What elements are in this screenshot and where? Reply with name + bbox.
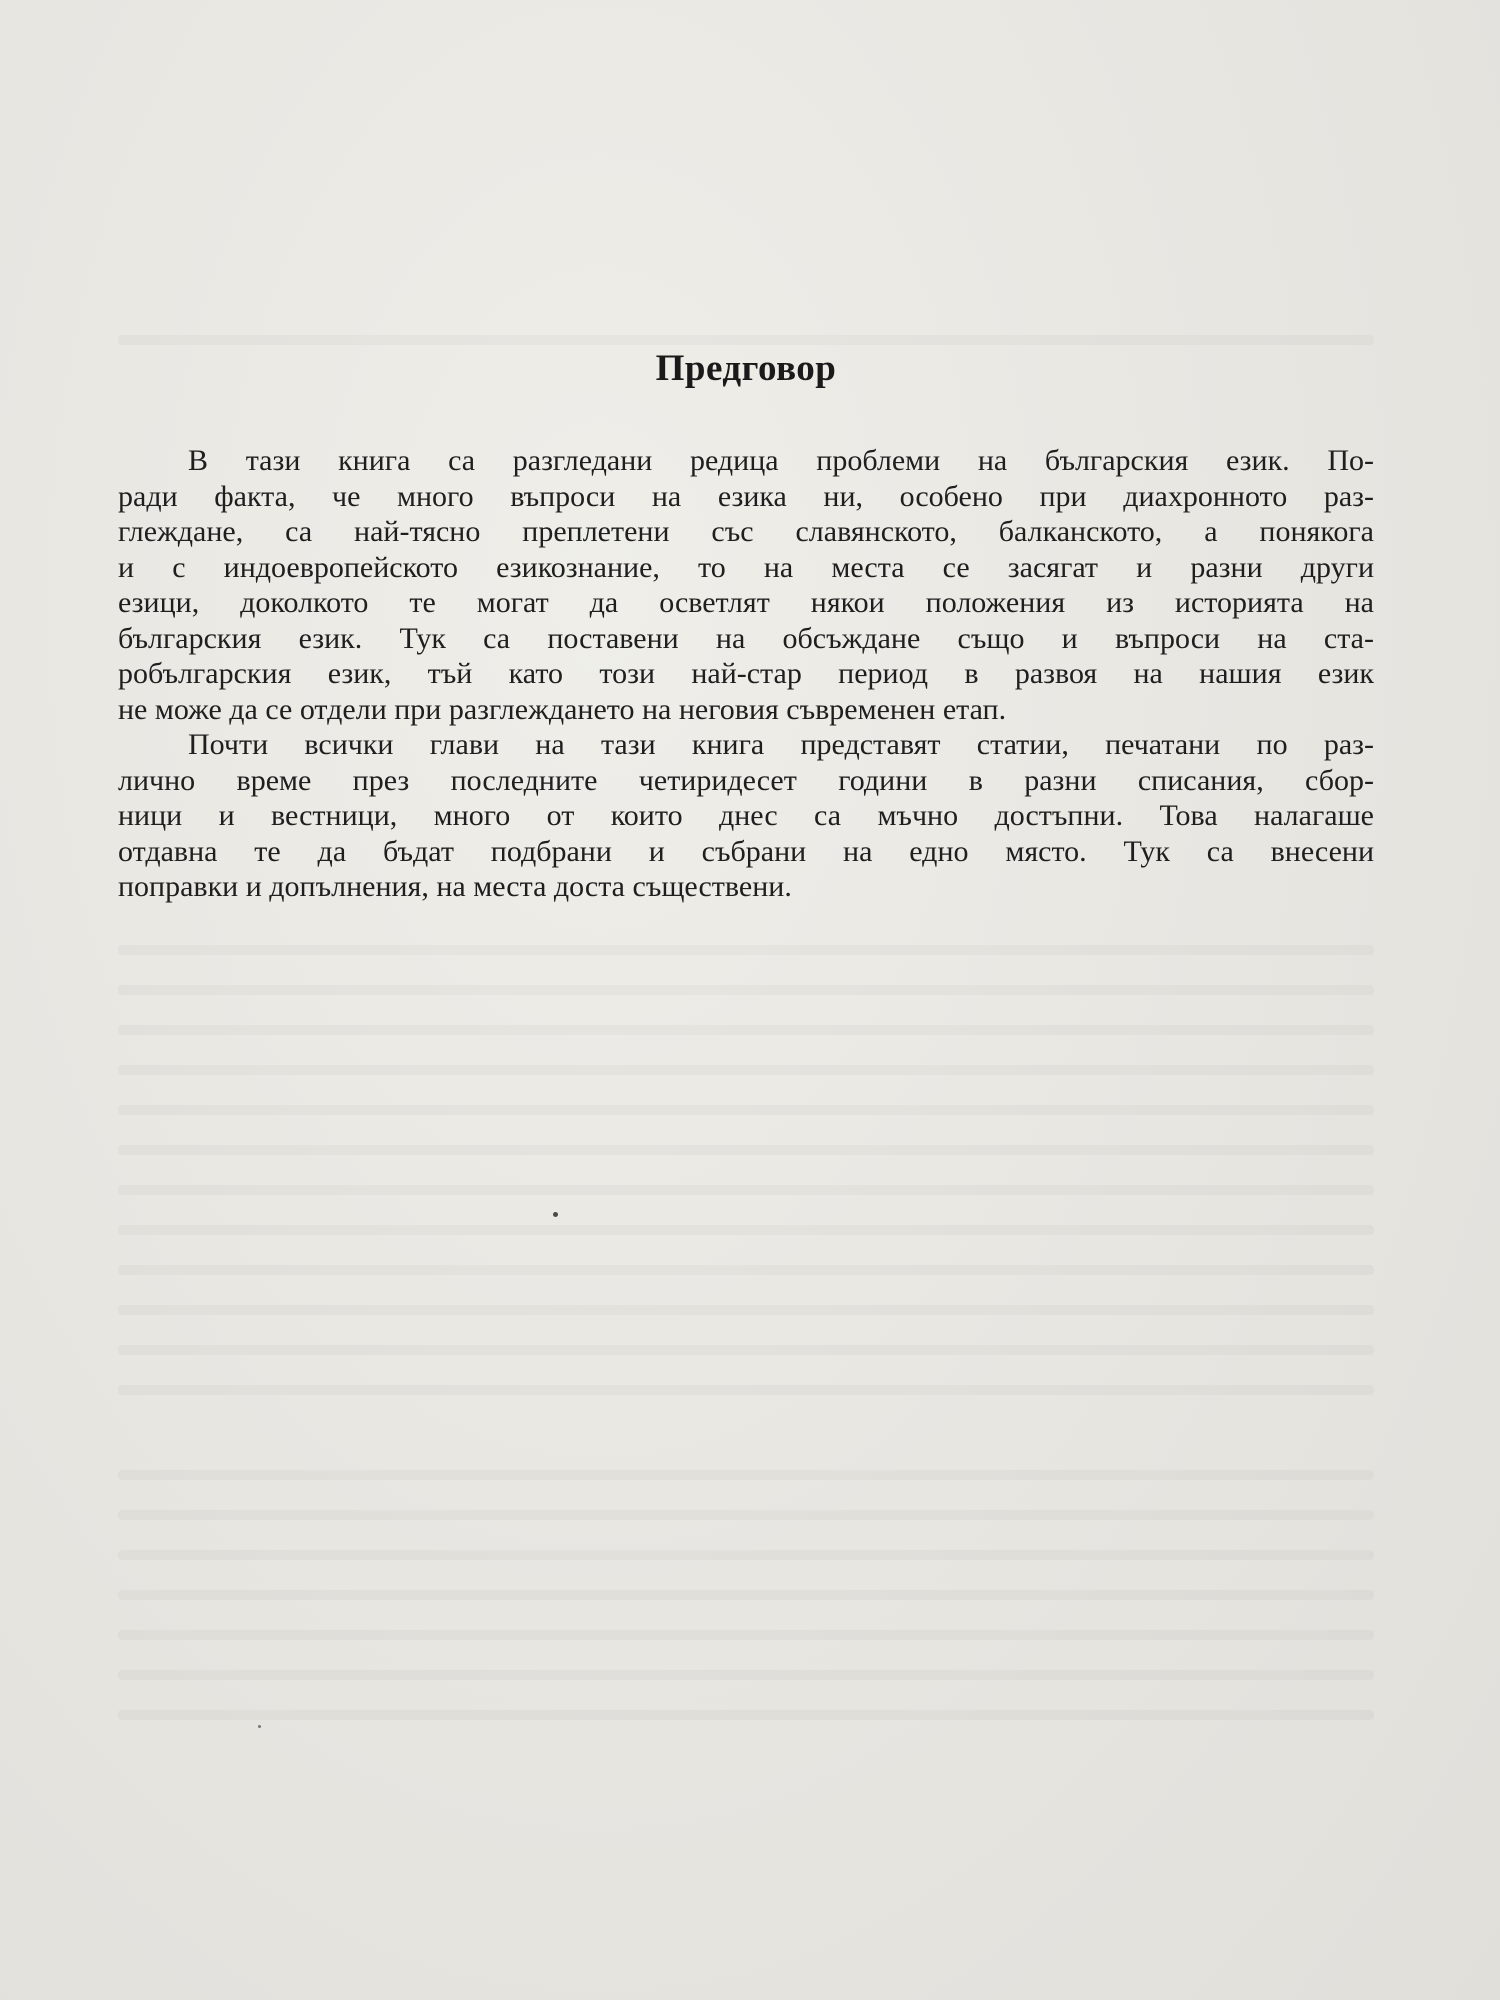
paper-speck [258,1725,261,1728]
text-line: отдавна те да бъдат подбрани и събрани на едно място. Тук са внесени [118,834,1374,868]
show-through-line [118,1670,1374,1680]
show-through-line [118,1065,1374,1075]
show-through-line [118,1470,1374,1480]
show-through-line [118,335,1374,345]
text-line: глеждане, са най-тясно преплетени със славянското, балканското, а понякога [118,515,1374,548]
text-line: робългарския език, тъй като този най-стар период в развоя на нашия език [118,657,1374,690]
text-line: българския език. Тук са поставени на обсъждане също и въпроси на ста- [118,621,1374,655]
show-through-line [118,1550,1374,1560]
text-line: ници и вестници, много от които днес са мъчно достъпни. Това налагаше [118,799,1374,832]
show-through-line [118,1225,1374,1235]
text-line: езици, доколкото те могат да осветлят някои положения из историята на [118,586,1374,619]
show-through-line [118,1385,1374,1395]
show-through-line [118,1305,1374,1315]
show-through-line [118,1025,1374,1035]
text-line: В тази книга са разгледани редица проблеми на българския език. По- [188,444,1374,477]
text-line: ради факта, че много въпроси на езика ни, особено при диахронното раз- [118,479,1374,513]
text-line: лично време през последните четиридесет години в разни списания, сбор- [118,763,1374,797]
show-through-line [118,945,1374,955]
show-through-line [118,1185,1374,1195]
paper-speck [553,1212,558,1217]
text-line: и с индоевропейското езикознание, то на места се засягат и разни други [118,550,1374,584]
text-line: Почти всички глави на тази книга представят статии, печатани по раз- [188,728,1374,761]
page-title: Предговор [655,348,837,389]
show-through-line [118,1510,1374,1520]
show-through-line [118,1630,1374,1640]
show-through-line [118,1145,1374,1155]
show-through-line [118,1710,1374,1720]
paragraph-2 [118,727,1374,905]
show-through-line [118,985,1374,995]
page-content [118,350,1374,905]
text-line: поправки и допълнения, на места доста съществени. [118,870,792,903]
show-through-line [118,1345,1374,1355]
text-line: не може да се отдели при разглеждането на неговия съвременен етап. [118,692,1007,726]
show-through-line [118,1105,1374,1115]
paragraph-1 [118,443,1374,727]
show-through-line [118,1265,1374,1275]
show-through-line [118,1590,1374,1600]
